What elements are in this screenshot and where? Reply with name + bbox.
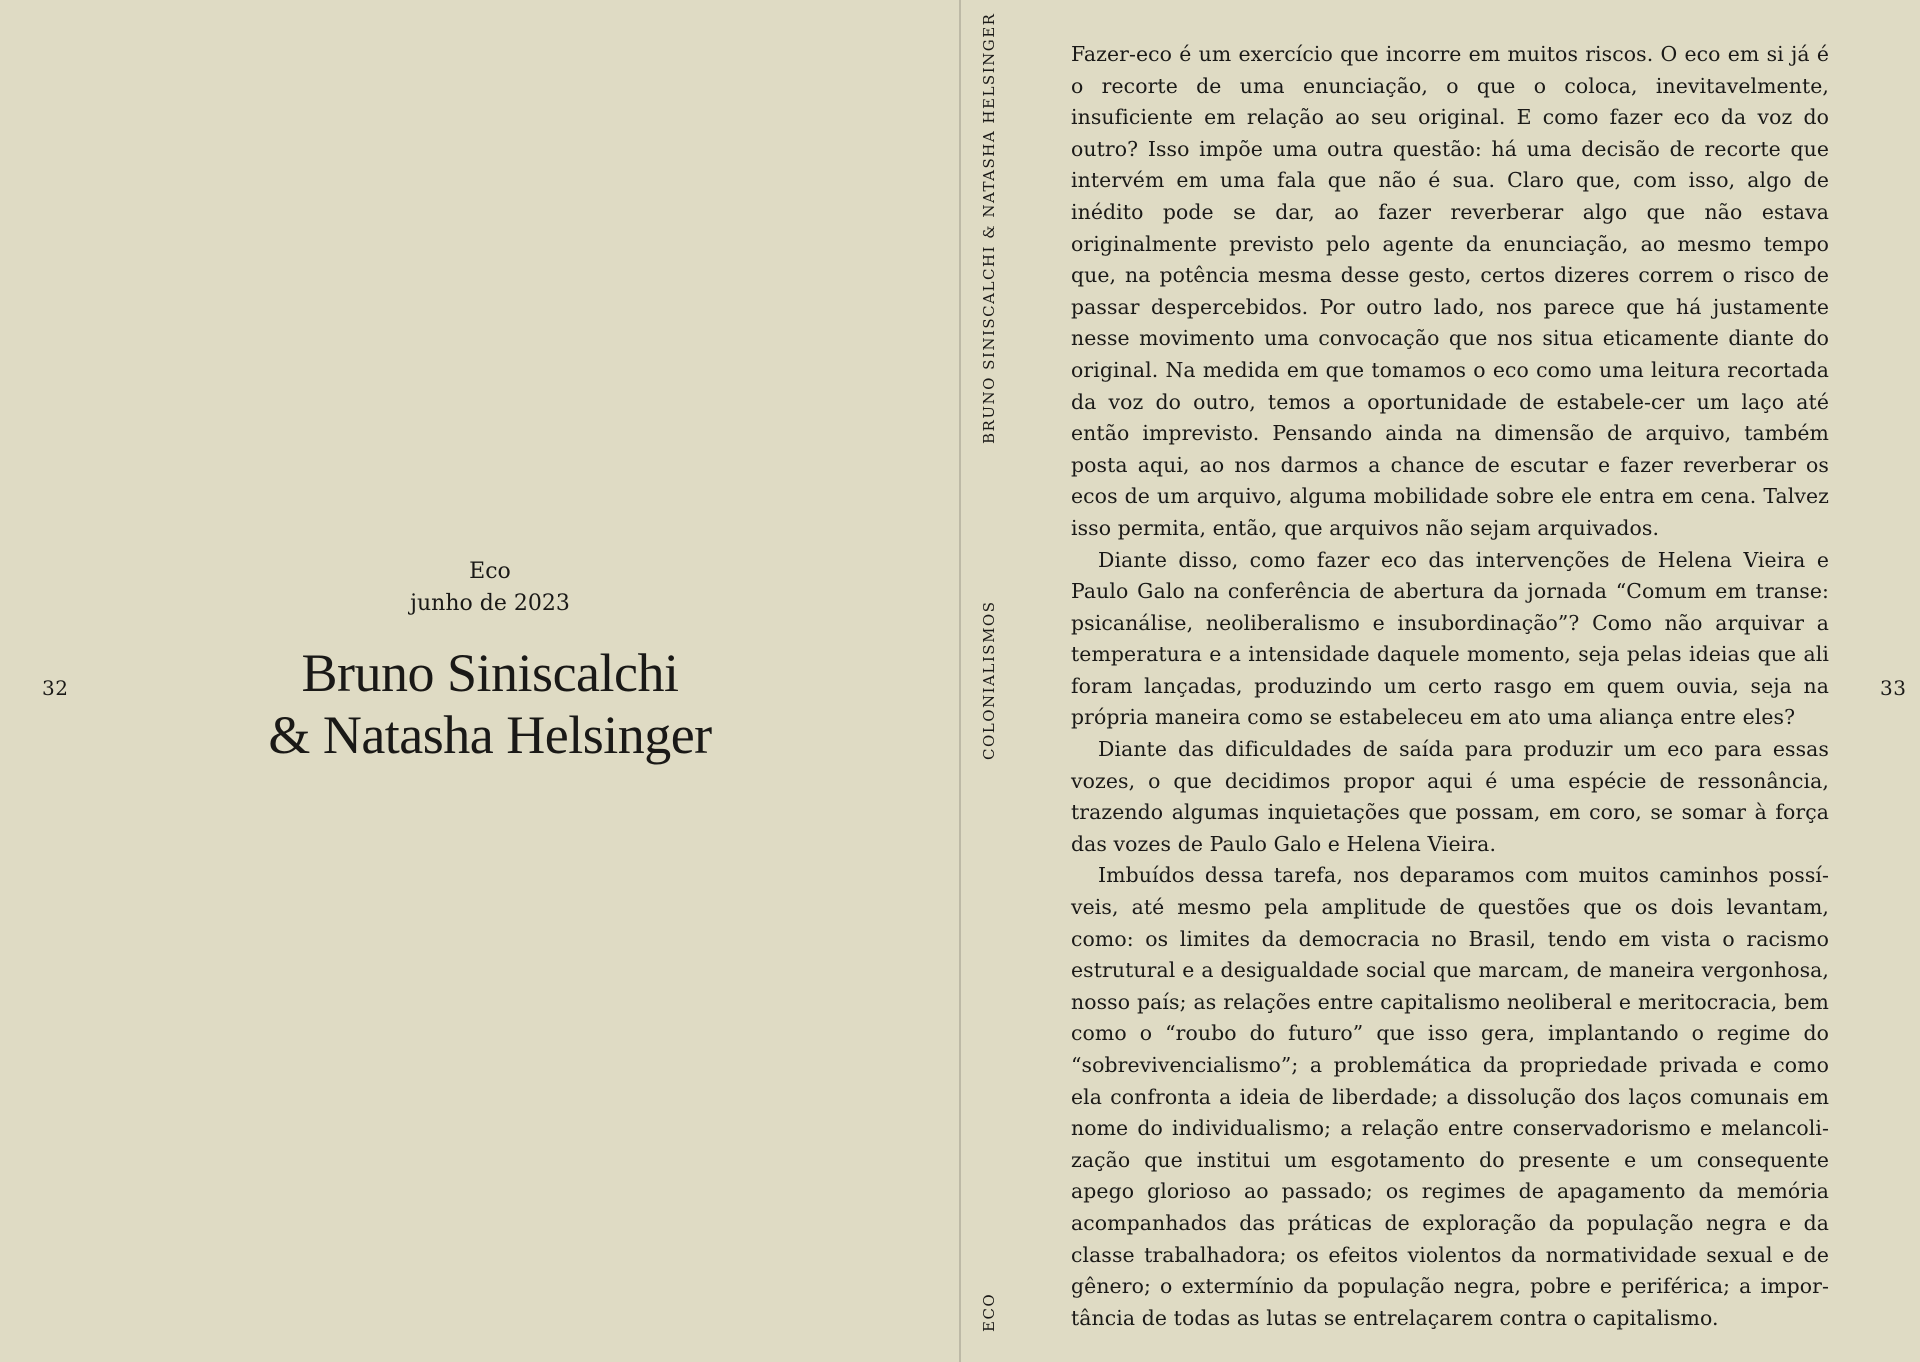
book-gutter xyxy=(959,0,961,1362)
running-head-authors: BRUNO SINISCALCHI & NATASHA HELSINGER xyxy=(980,12,998,444)
author-line-2: & Natasha Helsinger xyxy=(268,705,712,765)
running-head-book: ECO xyxy=(980,1292,998,1332)
body-text xyxy=(1071,39,1829,1334)
right-page-number: 33 xyxy=(1880,676,1907,700)
chapter-kicker: Eco xyxy=(469,559,511,584)
body-paragraph-4: Imbuídos dessa tarefa, nos deparamos com muitos caminhos possí-veis, até mesmo pela amplitude de questões que os dois levantam, como: os limites da democracia no Brasil, tendo em vista o racismo estrutural e a desigualdade social que marcam, de maneira vergonhosa, nosso país; as relações entre capitalismo neoliberal e meritocracia, bem como o “roubo do futuro” que isso gera, implantando o regime do “sobrevivencialismo”; a problemática da propriedade privada e como ela confronta a ideia de liberdade; a dissolução dos laços comunais em nome do individualismo; a relação entre conservadorismo e melancoli-zação que institui um esgotamento do presente e um consequente apego glorioso ao passado; os regimes de apagamento da memória acompanhados das práticas de exploração da população negra e da classe trabalhadora; os efeitos violentos da normatividade sexual e de gênero; o extermínio da população negra, pobre e periférica; a impor-tância de todas as lutas se entrelaçarem contra o capitalismo. xyxy=(1071,863,1829,1330)
running-head-section: COLONIALISMOS xyxy=(980,600,998,760)
author-line-1: Bruno Siniscalchi xyxy=(301,643,679,703)
chapter-authors xyxy=(0,642,980,766)
body-paragraph-2: Diante disso, como fazer eco das intervenções de Helena Vieira e Paulo Galo na conferência de abertura da jornada “Comum em transe: psicanálise, neoliberalismo e insubordinação”? Como não arquivar a temperatura e a intensidade daquele momento, seja pelas ideias que ali foram lançadas, produzindo um certo rasgo em quem ouvia, seja na própria maneira como se estabeleceu em ato uma aliança entre eles? xyxy=(1071,547,1829,730)
body-paragraph-3: Diante das dificuldades de saída para produzir um eco para essas vozes, o que decidimos propor aqui é uma espécie de ressonância, trazendo algumas inquietações que possam, em coro, se somar à força das vozes de Paulo Galo e Helena Vieira. xyxy=(1071,737,1829,856)
left-page-number: 32 xyxy=(42,676,69,700)
chapter-date: junho de 2023 xyxy=(410,591,570,616)
chapter-title-block xyxy=(0,556,980,766)
body-paragraph-1: Fazer-eco é um exercício que incorre em muitos riscos. O eco em si já é o recorte de uma enunciação, o que o coloca, inevitavelmente, insuficiente em relação ao seu original. E como fazer eco da voz do outro? Isso impõe uma outra questão: há uma decisão de recorte que intervém em uma fala que não é sua. Claro que, com isso, algo de inédito pode se dar, ao fazer reverberar algo que não estava originalmente previsto pelo agente da enunciação, ao mesmo tempo que, na potência mesma desse gesto, certos dizeres correm o risco de passar despercebidos. Por outro lado, nos parece que há justamente nesse movimento uma convocação que nos situa eticamente diante do original. Na medida em que tomamos o eco como uma leitura recortada da voz do outro, temos a oportunidade de estabele-cer um laço até então imprevisto. Pensando ainda na dimensão de arquivo, também posta aqui, ao nos darmos a chance de escutar e fazer reverberar os ecos de um arquivo, alguma mobilidade sobre ele entra em cena. Talvez isso permita, então, que arquivos não sejam arquivados. xyxy=(1071,42,1829,540)
